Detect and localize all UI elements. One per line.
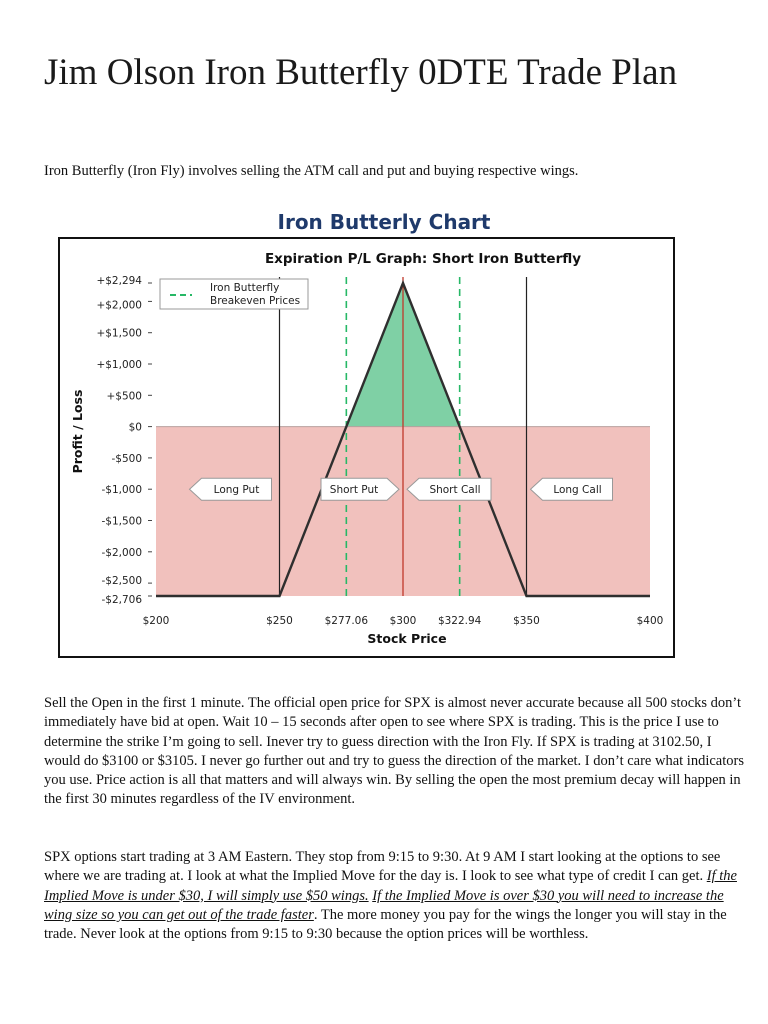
x-tick-label: $400 [636, 615, 664, 627]
annotation-label: Long Put [213, 484, 260, 497]
annotation-label: Long Call [553, 484, 602, 497]
chart-heading: Iron Butterly Chart [277, 210, 491, 234]
annotation-label: Short Put [329, 484, 379, 497]
x-axis-title: Stock Price [367, 631, 447, 646]
y-tick-label: -$1,000 [101, 484, 142, 497]
y-tick-label: +$2,000 [96, 299, 142, 312]
y-tick-label: +$1,000 [96, 359, 142, 372]
chart-frame [58, 237, 675, 658]
y-tick-label: -$2,500 [101, 575, 142, 588]
page-title: Jim Olson Iron Butterfly 0DTE Trade Plan [44, 52, 678, 93]
y-tick-label: +$500 [106, 390, 142, 403]
x-tick-label: $350 [513, 615, 540, 627]
intro-paragraph: Iron Butterfly (Iron Fly) involves selling the ATM call and put and buying respective wings. [44, 163, 579, 179]
y-tick-label: -$2,000 [101, 546, 142, 559]
paragraph-spx-options [44, 848, 744, 944]
y-tick-label: -$1,500 [101, 515, 142, 528]
x-tick-label: $277.06 [324, 615, 369, 627]
emphasis-wing-size: If the Implied Move is over $30 you will need to increase the wing size so you can get out of the trade faster [44, 887, 724, 923]
y-tick-label: +$2,294 [96, 275, 142, 287]
x-tick-label: $250 [266, 615, 293, 627]
paragraph-text: SPX options start trading at 3 AM Eastern. They stop from 9:15 to 9:30. At 9 AM I start looking at the options to see where we are trading at. I look at what the Implied Move for the day is. I look to see what type of credit I can get. [44, 849, 721, 885]
y-tick-label: $0 [128, 421, 142, 434]
legend-label: Breakeven Prices [210, 295, 301, 307]
x-tick-label: $300 [389, 615, 417, 627]
chart-title: Expiration P/L Graph: Short Iron Butterfly [264, 251, 582, 267]
x-tick-label: $322.94 [437, 615, 482, 627]
paragraph-text-end: . The more money you pay for the wings the longer you will stay in the trade. Never look at the options from 9:15 to 9:30 because the option prices will be worthless. [44, 906, 727, 943]
paragraph-sell-the-open: Sell the Open in the first 1 minute. The official open price for SPX is almost never accurate because all 500 stocks don’t immediately have bid at open. Wait 10 – 15 seconds after open to see where SPX is trading. This is the price I use to determine the strike I’m going to sell. Inever try to guess direction with the Iron Fly. If SPX is trading at 3102.50, I would do $3100 or $3105. I never go further out and try to guess the direction of the market. I don’t care what indicators you use. Price action is all that matters and will always win. By selling the open the most premium decay will happen in the first 30 minutes regardless of the IV environment. [44, 695, 744, 808]
y-tick-label: -$500 [111, 452, 142, 465]
y-tick-label: +$1,500 [96, 327, 142, 340]
annotation-label: Short Call [429, 484, 481, 497]
pl-chart [60, 239, 673, 656]
y-tick-label: -$2,706 [101, 594, 142, 606]
emphasis-wing-rule: If the Implied Move is under $30, I will simply use $50 wings. [44, 868, 737, 904]
legend-label: Iron Butterfly [210, 282, 280, 294]
y-axis-title: Profit / Loss [70, 389, 85, 474]
x-tick-label: $200 [142, 615, 170, 627]
